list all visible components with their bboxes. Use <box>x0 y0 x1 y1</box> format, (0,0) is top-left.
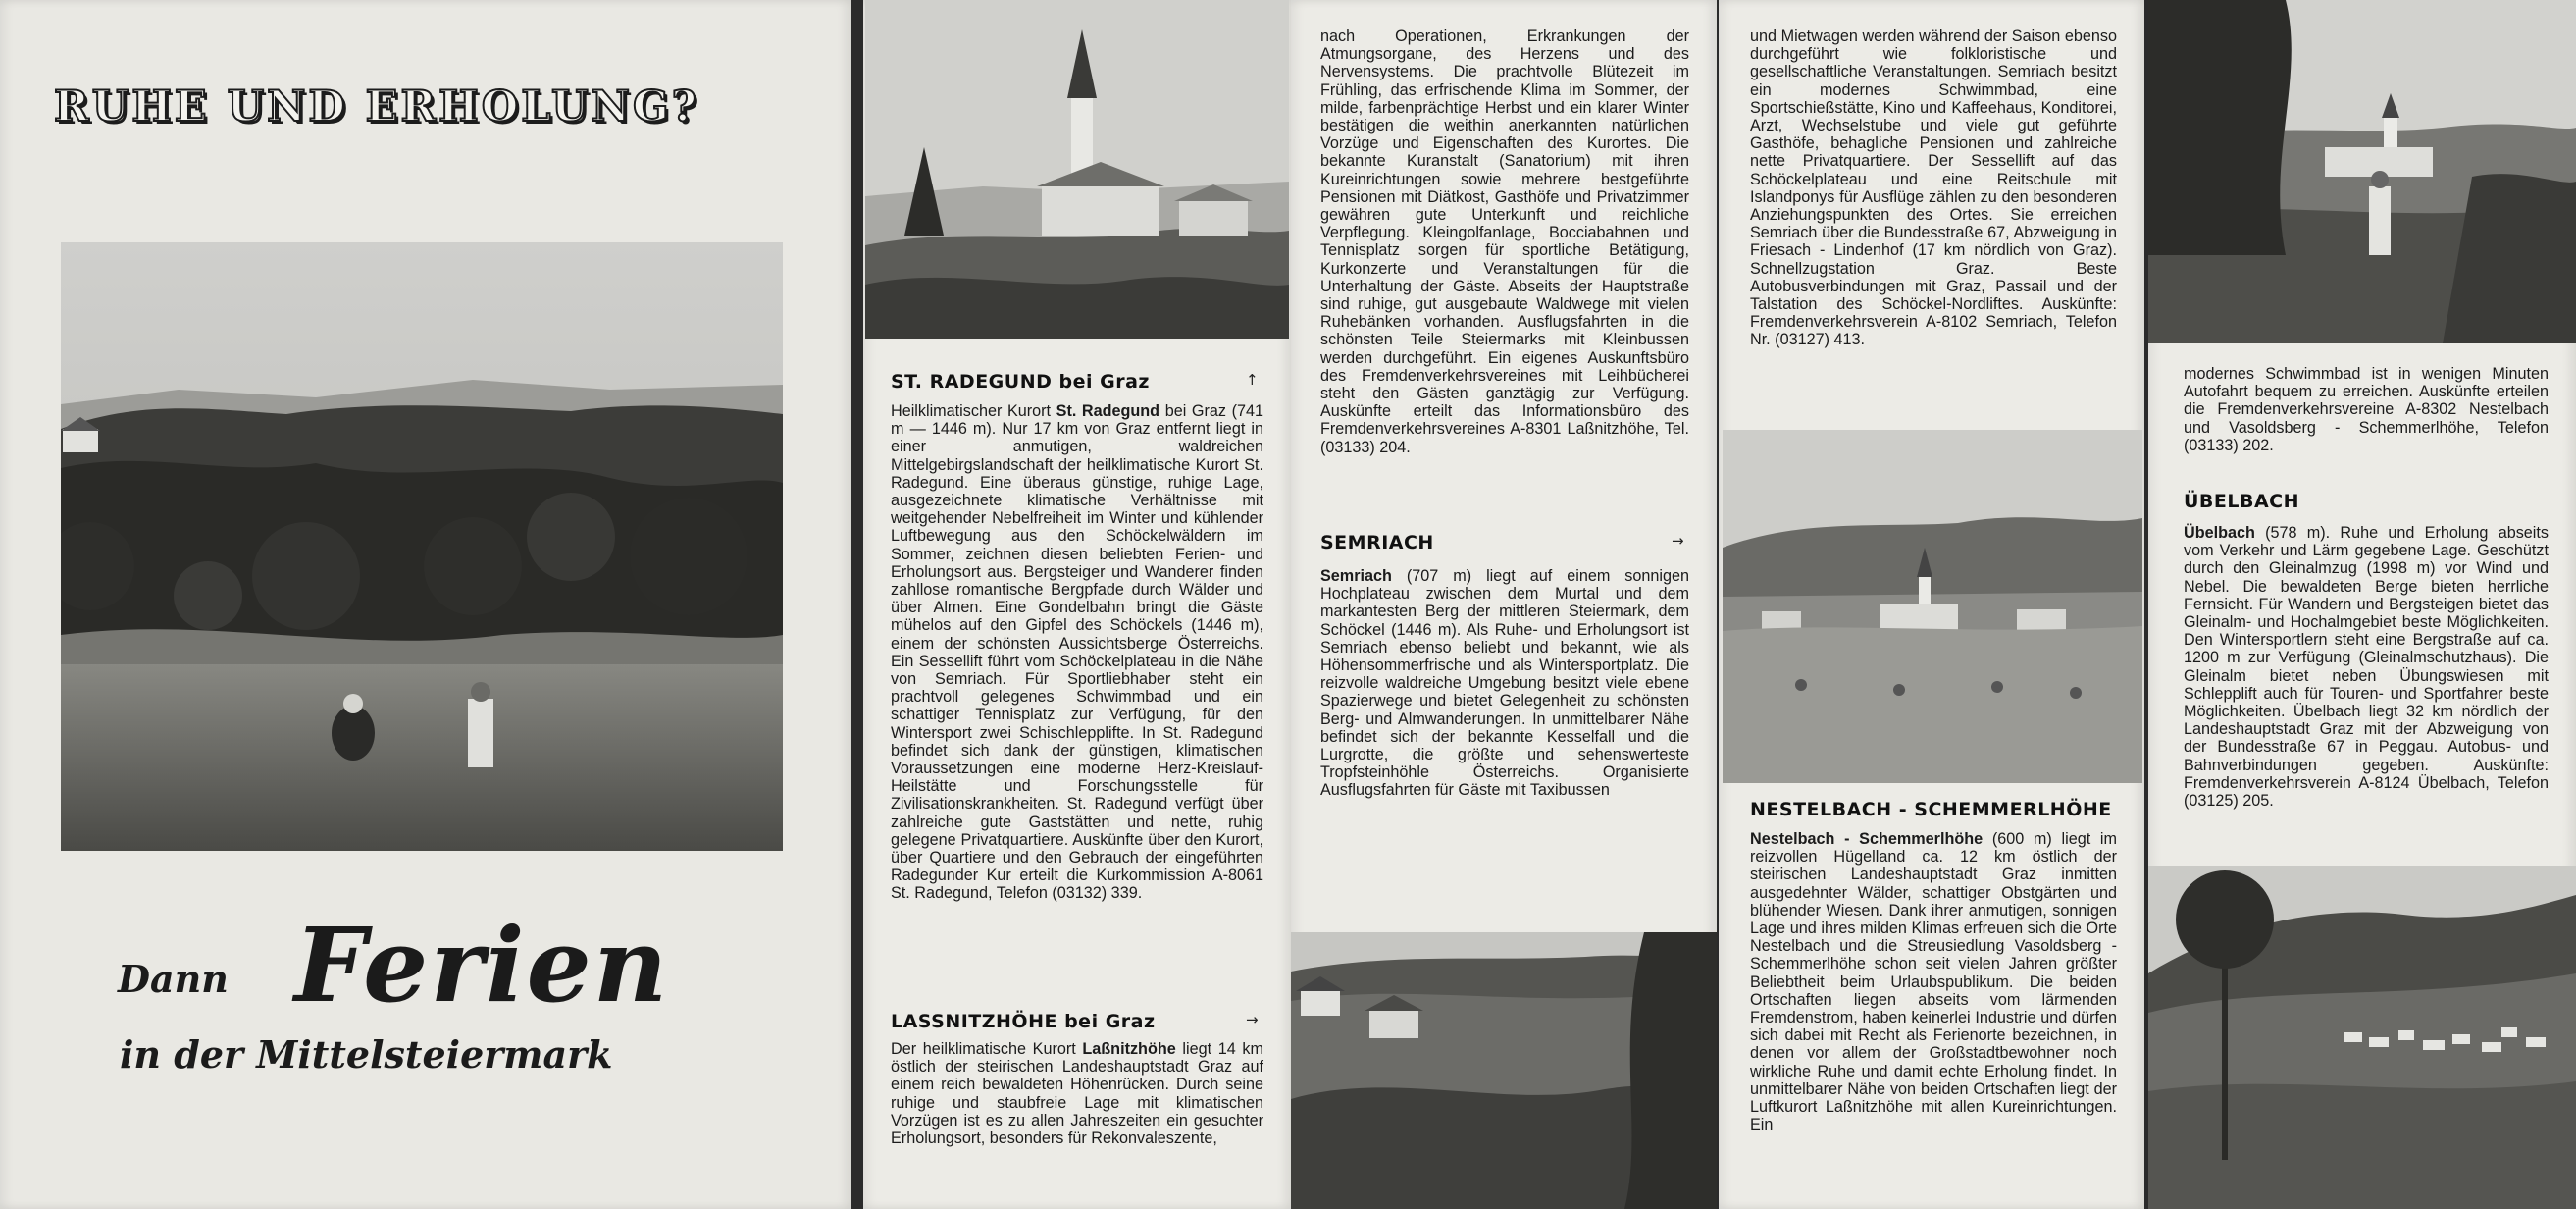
text-radegund: Heilklimatischer Kurort St. Radegund bei Graz (741 m — 1446 m). Nur 17 km von Graz entfernt liegt in einer anmutigen, waldreichen Mittelgebirgslandschaft der heilklimatische Kurort St. Radegund. Eine überaus günstige, ruhige Lage, ausgezeichnete klimatische Verhältnisse mit weitgehender Nebelfreiheit im Winter und kühlender Luftbewegung aus den Schöckelwäldern im Sommer, zeichnen diesen beliebten Ferien- und Erholungsort aus. Bergsteiger und Wanderer finden zahllose romantische Bergpfade durch Wälder und über Almen. Eine Gondelbahn bringt die Gäste mühelos auf den Gipfel des Schöckels (1446 m), einem der schönsten Aussichtsberge Österreichs. Ein Sessellift führt vom Schöckelplateau in die Nähe von Semriach. Für Sportliebhaber steht ein prachtvoll gelegenes Schwimmbad und ein schattiger Tennisplatz zur Verfügung, für den Wintersport zwei Schischlepplifte. In St. Radegund befindet sich dank der günstigen, klimatischen Voraussetzungen eine moderne Herz-Kreislauf-Heilstätte und Forschungsstelle für Zivilisationskrankheiten. St. Radegund verfügt über zahlreiche gute Gaststätten und nette, ruhig gelegene Privatquartiere. Auskünfte über den Kurort, über Quartiere und den Gebrauch der eingeführten Radegunder Kur erteilt die Kurkommission A-8061 St. Radegund, Telefon (03132) 339. <box>891 402 1263 903</box>
heading-semriach: SEMRIACH <box>1320 532 1434 553</box>
cover-photo-meadow <box>61 242 783 851</box>
text-lassnitz-cont: nach Operationen, Erkrankungen der Atmungsorgane, des Herzens und des Nervensystems. Die prachtvolle Blütezeit im Frühling, das erfrischende Klima im Sommer, der milde, farbenprächtige Herbst und ein klarer Winter bestätigen die weithin anerkannten natürlichen Vorzüge und Eigenschaften des Kurortes. Die bekannte Kuranstalt (Sanatorium) mit ihren Kureinrichtungen sowie mehrere bestgeführte Pensionen mit Diätkost, Gasthöfe und Privatzimmer gewähren gute Unterkunft und reichliche Verpflegung. Kleingolfanlage, Bocciabahnen und Tennisplatz sorgen für sportliche Betätigung, Kurkonzerte und Veranstaltungen für die Unterhaltung der Gäste. Abseits der Hauptstraße sind ruhige, gut ausgebaute Waldwege mit vielen Ruhebänken vorhanden. Ausflugsfahrten in die schönsten Teile Steiermarks mit Kleinbussen werden durchgeführt. Ein eigenes Auskunftsbüro des Fremdenverkehrsvereines mit Leihbücherei steht den Gästen ganztägig zur Verfügung. Auskünfte erteilt das Informationsbüro des Fremdenverkehrsvereines A-8301 Laßnitzhöhe, Tel. (03133) 204. <box>1320 27 1689 456</box>
text-uebelbach: Übelbach (578 m). Ruhe und Erholung abseits vom Verkehr und Lärm gegebene Lage. Geschützt durch den Gleinalmzug (1998 m) vor Wind und Nebel. Die bewaldeten Berge bieten herrliche Fernsicht. Für Wandern und Bergsteigen bietet das Gleinalm- und Hochalmgebiet beste Möglichkeiten. Den Wintersportlern steht eine Bergstraße auf ca. 1200 m zur Verfügung (Gleinalmschutzhaus). Die Gleinalm bietet neben Übungswiesen mit Schlepplift auch für Touren- und Sportfahrer beste Möglichkeiten. Übelbach liegt 32 km nördlich der Landeshauptstadt Graz mit der Abzweigung von der Bundesstraße 67 in Peggau. Autobus- und Bahnverbindungen gegeben. Auskünfte: Fremdenverkehrsverein A-8124 Übelbach, Telefon (03125) 205. <box>2184 524 2549 811</box>
text-lassnitz: Der heilklimatische Kurort Laßnitzhöhe liegt 14 km östlich der steirischen Landeshauptstadt Graz auf einem reich bewaldeten Höhenrücken. Durch seine ruhige und staubfreie Lage mit klimatischen Vorzügen ist es zu allen Jahreszeiten ein gesuchter Erholungsort, besonders für Rekonvaleszente, <box>891 1040 1263 1148</box>
photo-uebelbach-valley <box>2148 866 2576 1209</box>
arrow-up-icon: ↑ <box>1246 371 1259 389</box>
arrow-right-icon: → <box>1246 1011 1259 1028</box>
heading-lassnitz: LASSNITZHÖHE bei Graz <box>891 1011 1156 1032</box>
cover-dann: Dann <box>118 957 229 1001</box>
panel-radegund <box>863 0 1291 1209</box>
heading-uebelbach: ÜBELBACH <box>2184 491 2300 512</box>
photo-semriach-village <box>1723 430 2142 783</box>
panel-uebelbach <box>2148 0 2576 1209</box>
cover-subtitle: in der Mittelsteiermark <box>120 1032 613 1077</box>
photo-lassnitz-village <box>1291 932 1717 1209</box>
text-nestelbach-cont: modernes Schwimmbad ist in wenigen Minuten Autofahrt bequem zu erreichen. Auskünfte erteilen die Fremdenverkehrsvereine A-8302 Nestelbach und Vasoldsberg - Schemmerlhöhe, Telefon (03133) 202. <box>2184 365 2549 454</box>
arrow-right-icon: → <box>1672 532 1684 550</box>
panel-semriach-nestelbach <box>1719 0 2144 1209</box>
text-semriach: Semriach (707 m) liegt auf einem sonnigen Hochplateau zwischen dem Murtal und dem markantesten Berg der mittleren Steiermark, dem Schöckel (1446 m). Als Ruhe- und Erholungsort ist Semriach ebenso beliebt und bekannt, wie als Höhensommerfrische und als Wintersportplatz. Die reizvolle waldreiche Umgebung besitzt viele ebene Spazierwege und bietet Gelegenheit zu schönsten Berg- und Almwanderungen. In unmittelbarer Nähe befindet sich der bekannte Kesselfall und die Lurgrotte, die größte und sehenswerteste Tropfsteinhöhle Österreichs. Organisierte Ausflugsfahrten für Gäste mit Taxibussen <box>1320 567 1689 800</box>
text-semriach-cont: und Mietwagen werden während der Saison ebenso durchgeführt wie folkloristische und gesellschaftliche Veranstaltungen. Semriach besitzt ein modernes Schwimmbad, eine Sportschießstätte, Kino und Kaffeehaus, Konditorei, Arzt, Wechselstube und viele gut geführte Gasthöfe, behagliche Pensionen und zahlreiche nette Privatquartiere. Der Sessellift auf das Schöckelplateau und eine Reitschule mit Islandponys für Ausflüge zählen zu den besonderen Anziehungspunkten des Ortes. Sie erreichen Semriach über die Bundesstraße 67, Abzweigung in Friesach - Lindenhof (17 km nördlich von Graz). Schnellzugstation Graz. Beste Autobusverbindungen mit Graz, Passail und der Talstation des Schöckel-Nordliftes. Auskünfte: Fremdenverkehrsverein A-8102 Semriach, Telefon Nr. (03127) 413. <box>1750 27 2117 349</box>
cover-title: RUHE UND ERHOLUNG? <box>54 82 699 131</box>
heading-radegund: ST. RADEGUND bei Graz <box>891 371 1150 393</box>
photo-radegund-church <box>865 0 1289 339</box>
panel-lassnitz-semriach <box>1291 0 1717 1209</box>
heading-nestelbach: NESTELBACH - SCHEMMERLHÖHE <box>1750 799 2112 820</box>
cover-panel <box>0 0 851 1209</box>
cover-ferien: Ferien <box>294 905 670 1025</box>
text-nestelbach: Nestelbach - Schemmerlhöhe (600 m) liegt im reizvollen Hügelland ca. 12 km östlich der steirischen Landeshauptstadt Graz inmitten ausgedehnter Wälder, schattiger Obstgärten und blühender Wiesen. Dank ihrer anmutigen, sonnigen Lage und ihres milden Klimas erfreuen sich die Orte Nestelbach und die Streusiedlung Vasoldsberg - Schemmerlhöhe schon seit vielen Jahren größter Beliebtheit beim Urlaubspublikum. Die beiden Ortschaften liegen abseits vom lärmenden Fremdenstrom, haben keinerlei Industrie und dürfen sich dabei mit Recht als Ferienorte bezeichnen, in denen vor allem der Großstadtbewohner noch wirkliche Ruhe und damit echte Erholung findet. In unmittelbarer Nähe von beiden Ortschaften liegt der Luftkurort Laßnitzhöhe mit allen Kureinrichtungen. Ein <box>1750 830 2117 1134</box>
photo-uebelbach-top <box>2148 0 2576 343</box>
